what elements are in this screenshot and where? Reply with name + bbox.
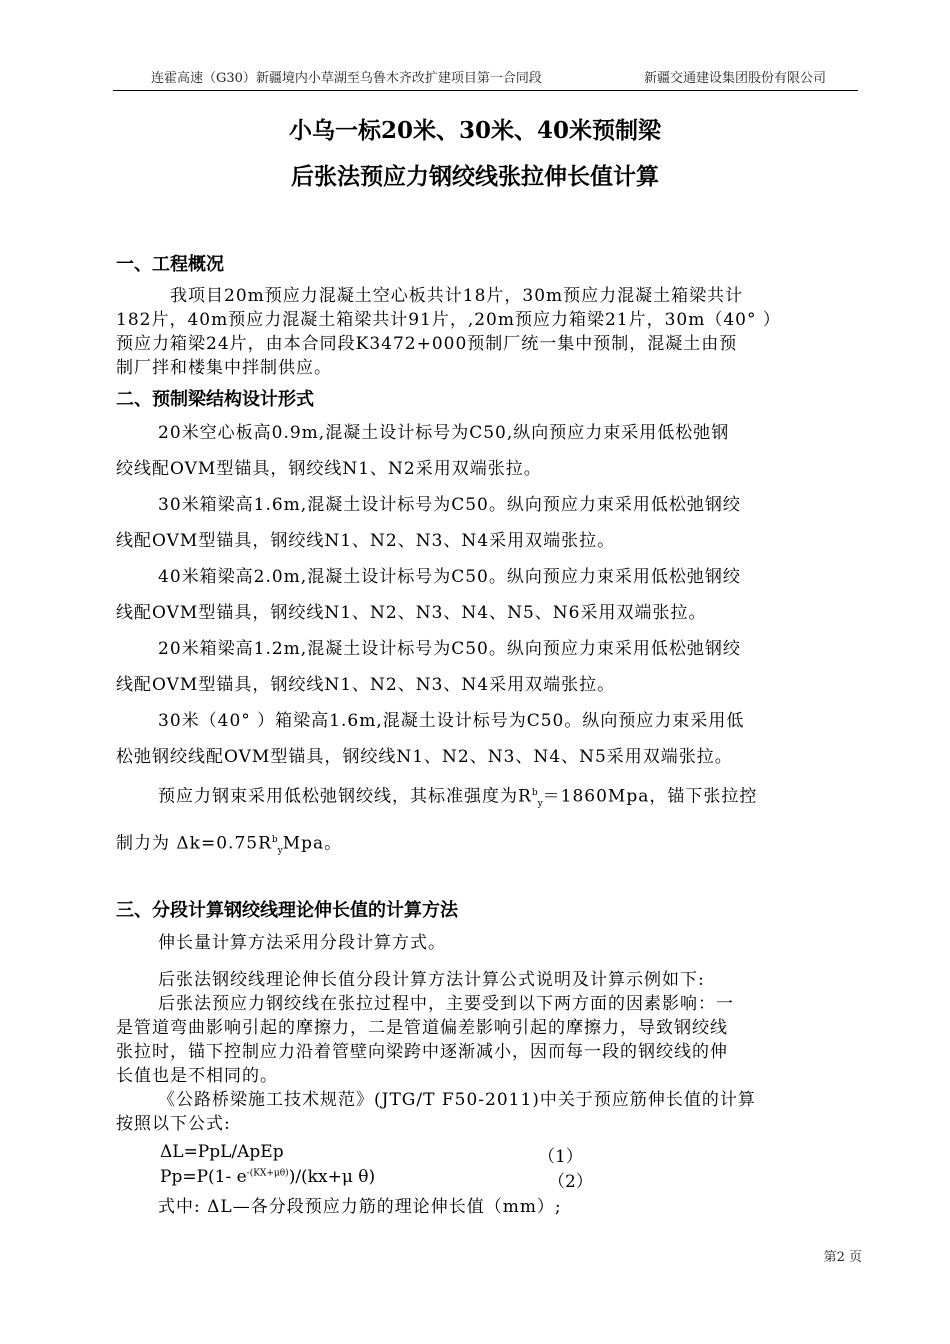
- document-title-line2: 后张法预应力钢绞线张拉伸长值计算: [291, 163, 659, 190]
- section3-line: 后张法钢绞线理论伸长值分段计算方法计算公式说明及计算示例如下:: [158, 970, 705, 990]
- section2-line: 线配OVM型锚具，钢绞线N1、N2、N3、N4、N5、N6采用双端张拉。: [116, 603, 707, 623]
- section2-line: 40米箱梁高2.0m,混凝土设计标号为C50。纵向预应力束采用低松弛钢绞: [158, 567, 741, 587]
- section3-heading: 三、分段计算钢绞线理论伸长值的计算方法: [116, 900, 458, 921]
- section1-line: 预应力箱梁24片，由本合同段K3472+000预制厂统一集中预制，混凝土由预: [116, 334, 738, 354]
- header-company-name: 新疆交通建设集团股份有限公司: [643, 71, 826, 86]
- section3-body: [116, 968, 861, 1136]
- section3-line: 是管道弯曲影响引起的摩擦力，二是管道偏差影响引起的摩擦力，导致钢绞线: [116, 1018, 728, 1038]
- section2-line: 20米空心板高0.9m,混凝土设计标号为C50,纵向预应力束采用低松弛钢: [158, 423, 730, 443]
- formula-2-number: （2）: [548, 1172, 593, 1192]
- section2-line: 30米箱梁高1.6m,混凝土设计标号为C50。纵向预应力束采用低松弛钢绞: [158, 495, 741, 515]
- page-number: 第2 页: [823, 1250, 862, 1265]
- section3-line: 张拉时，锚下控制应力沿着管壁向梁跨中逐渐减小，因而每一段的钢绞线的伸: [116, 1042, 728, 1062]
- section1-line: 182片，40m预应力混凝土箱梁共计91片，,20m预应力箱梁21片，30m（40° ）: [116, 310, 781, 330]
- section2-line: 线配OVM型锚具，钢绞线N1、N2、N3、N4采用双端张拉。: [116, 675, 616, 695]
- strength-line: 预应力钢束采用低松弛钢绞线，其标准强度为$R^b_y=1860Mpa$，锚下张拉控: [158, 786, 758, 810]
- section1-body: [116, 284, 861, 380]
- section2-body: [116, 415, 861, 869]
- document-title-line1: 小乌一标20米、30米、40米预制梁: [288, 117, 662, 144]
- formula-1: ΔL=PpL/ApEp: [160, 1142, 284, 1162]
- formula-1-number: （1）: [538, 1147, 583, 1167]
- section2-heading: 二、预制梁结构设计形式: [116, 389, 314, 410]
- section1-heading: 一、工程概况: [116, 254, 224, 275]
- section2-line: 20米箱梁高1.2m,混凝土设计标号为C50。纵向预应力束采用低松弛钢绞: [158, 639, 741, 659]
- section2-line: 松弛钢绞线配OVM型锚具，钢绞线N1、N2、N3、N4、N5采用双端张拉。: [116, 747, 733, 767]
- section3-line: 《公路桥梁施工技术规范》(JTG/T F50-2011)中关于预应筋伸长值的计算: [158, 1090, 756, 1110]
- section1-line: 制厂拌和楼集中拌制供应。: [116, 358, 332, 378]
- section2-line: 线配OVM型锚具，钢绞线N1、N2、N3、N4采用双端张拉。: [116, 531, 616, 551]
- page-header: [113, 64, 858, 91]
- section2-line: 绞线配OVM型锚具，钢绞线N1、N2采用双端张拉。: [116, 459, 542, 479]
- section3-line: 长值也是不相同的。: [116, 1066, 278, 1086]
- section3-intro: 伸长量计算方法采用分段计算方式。: [158, 933, 446, 953]
- header-project-name: 连霍高速（G30）新疆境内小草湖至乌鲁木齐改扩建项目第一合同段: [151, 71, 542, 86]
- formula-2: Pp=P(1- $e^{-(KX+\mu\theta)})/(kx+\mu$ θ): [160, 1167, 376, 1187]
- where-line: 式中: ΔL—各分段预应力筋的理论伸长值（mm）;: [158, 1197, 562, 1217]
- control-force-line: 制力为 $\Delta k=0.75R^b_yMpa$。: [116, 833, 343, 857]
- section3-line: 按照以下公式:: [116, 1114, 231, 1134]
- section3-line: 后张法预应力钢绞线在张拉过程中，主要受到以下两方面的因素影响：一: [158, 994, 734, 1014]
- section1-line: 我项目20m预应力混凝土空心板共计18片，30m预应力混凝土箱梁共计: [170, 286, 744, 306]
- section2-line: 30米（40° ）箱梁高1.6m,混凝土设计标号为C50。纵向预应力束采用低: [158, 711, 745, 731]
